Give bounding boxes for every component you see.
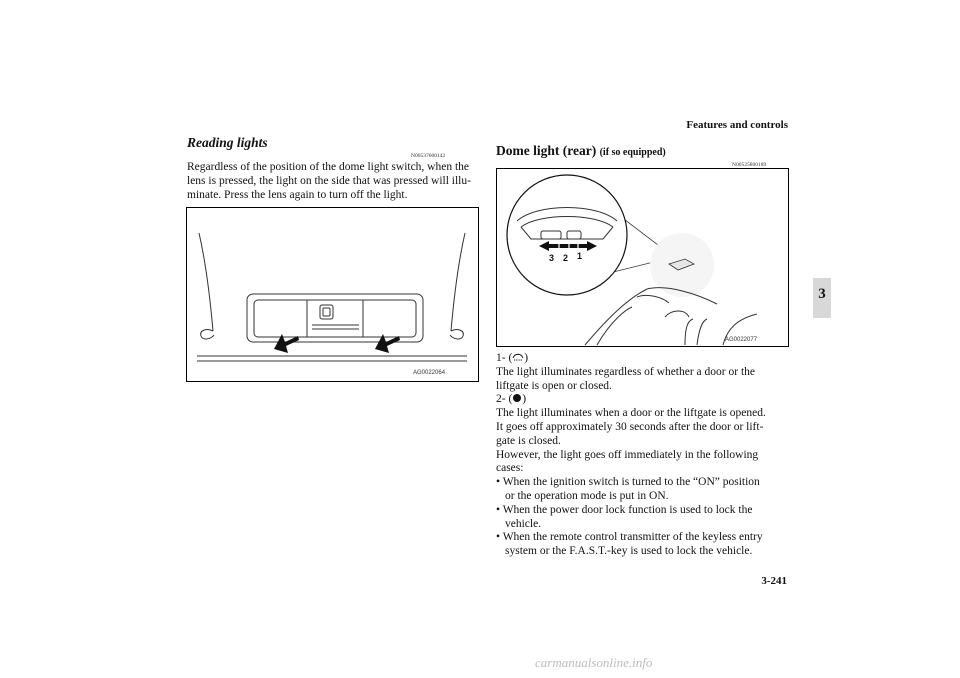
section-header: Features and controls bbox=[686, 119, 788, 131]
reading-lights-heading: Reading lights bbox=[187, 135, 268, 150]
text-line: lens is pressed, the light on the side that was pressed will illu- bbox=[187, 175, 471, 187]
dome-light-code: N00525800189 bbox=[732, 162, 767, 168]
figure-number-2: 2 bbox=[563, 253, 569, 263]
text-line: • When the ignition switch is turned to the “ON” position bbox=[496, 476, 760, 489]
dome-light-heading-main: Dome light (rear) bbox=[496, 143, 597, 158]
item-1-label: 1- ( bbox=[496, 352, 513, 364]
reading-lights-figure bbox=[186, 207, 479, 382]
item-1-label-line bbox=[496, 352, 787, 366]
text-line: liftgate is open or closed. bbox=[496, 379, 612, 392]
dome-light-figure bbox=[496, 168, 789, 347]
text-line: The light illuminates when a door or the liftgate is opened. bbox=[496, 407, 766, 420]
filled-circle-icon bbox=[512, 393, 522, 403]
text-line: The light illuminates regardless of whether a door or the bbox=[496, 365, 755, 378]
chapter-tab-number: 3 bbox=[818, 286, 826, 302]
text-line: or the operation mode is put in ON. bbox=[505, 489, 669, 502]
bullet-item bbox=[496, 531, 787, 559]
text-line: Regardless of the position of the dome light switch, when the bbox=[187, 161, 470, 173]
page-number: 3-241 bbox=[761, 575, 787, 587]
text-line: minate. Press the lens again to turn off the light. bbox=[187, 189, 408, 201]
reading-lights-illustration bbox=[187, 208, 478, 381]
dome-light-text bbox=[496, 352, 787, 559]
figure-number-3: 3 bbox=[549, 253, 555, 263]
text-line: system or the F.A.S.T.-key is used to lock the vehicle. bbox=[505, 545, 753, 558]
figure-label: AG0022064 bbox=[413, 370, 446, 376]
item-2-label: 2- ( bbox=[496, 393, 513, 406]
reading-lights-code: N00537600142 bbox=[411, 153, 446, 159]
text-line: cases: bbox=[496, 462, 524, 475]
reading-lights-text bbox=[187, 160, 475, 202]
text-line: However, the light goes off immediately in the following bbox=[496, 448, 759, 461]
figure-number-1: 1 bbox=[577, 251, 583, 261]
item-1-close: ) bbox=[524, 352, 529, 364]
dome-light-heading bbox=[496, 143, 666, 159]
bullet-item bbox=[496, 504, 787, 532]
footer-watermark[interactable]: carmanualsonline.info bbox=[535, 655, 653, 670]
door-off-icon bbox=[512, 352, 524, 362]
figure-label: AG0022077 bbox=[725, 337, 758, 343]
text-line: • When the remote control transmitter of the keyless entry bbox=[496, 531, 763, 544]
bullet-item bbox=[496, 476, 787, 504]
text-line: gate is closed. bbox=[496, 434, 561, 447]
dome-light-illustration bbox=[497, 169, 788, 346]
text-line: It goes off approximately 30 seconds after the door or lift- bbox=[496, 420, 764, 433]
text-line: • When the power door lock function is used to lock the bbox=[496, 503, 753, 516]
item-2-close: ) bbox=[522, 393, 527, 406]
item-2-label-line bbox=[496, 393, 787, 407]
dome-light-heading-suffix: (if so equipped) bbox=[599, 147, 666, 158]
text-line: vehicle. bbox=[505, 517, 542, 530]
